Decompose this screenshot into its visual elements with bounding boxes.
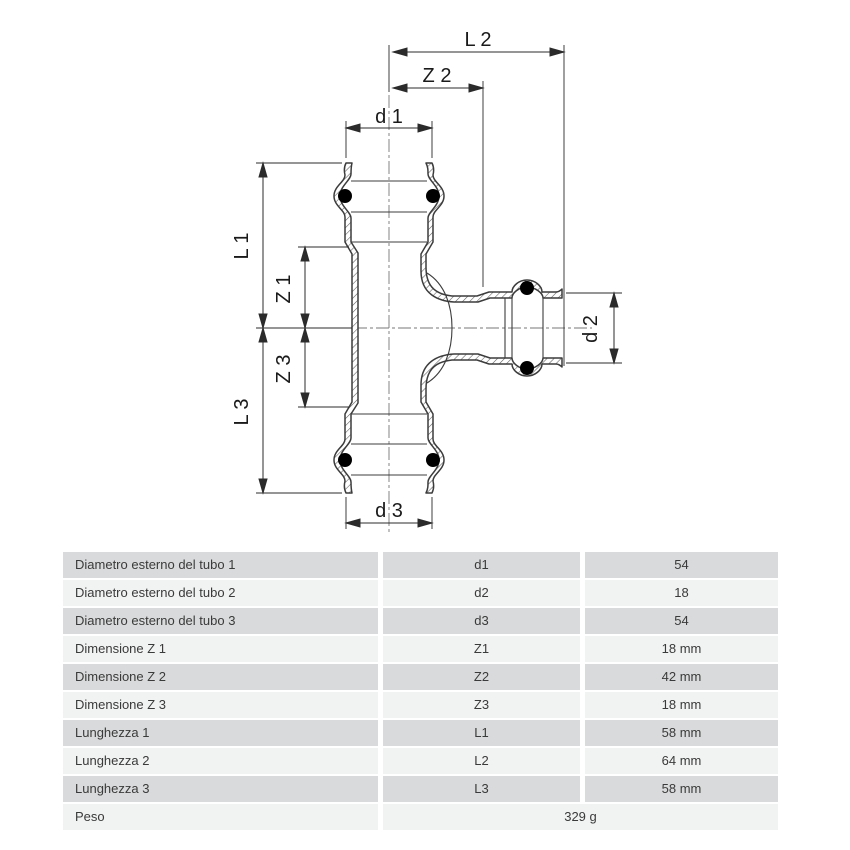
wall-lower-right-with-branch-bottom	[421, 354, 562, 493]
centerlines	[354, 95, 592, 533]
row-value: 329 g	[383, 804, 778, 830]
row-label: Dimensione Z 1	[63, 636, 378, 662]
dimension-Z3	[301, 328, 309, 407]
row-label: Diametro esterno del tubo 1	[63, 552, 378, 578]
row-symbol: L2	[383, 748, 580, 774]
o-ring-dot	[426, 189, 440, 203]
o-ring-dot	[338, 189, 352, 203]
row-label: Lunghezza 2	[63, 748, 378, 774]
row-symbol: Z3	[383, 692, 580, 718]
row-value: 58 mm	[585, 776, 778, 802]
row-symbol: d1	[383, 552, 580, 578]
row-value: 18 mm	[585, 692, 778, 718]
row-symbol: d3	[383, 608, 580, 634]
specification-table	[63, 552, 778, 830]
row-value: 64 mm	[585, 748, 778, 774]
row-label: Diametro esterno del tubo 2	[63, 580, 378, 606]
row-label: Diametro esterno del tubo 3	[63, 608, 378, 634]
row-label: Peso	[63, 804, 378, 830]
dimension-L3	[259, 328, 267, 493]
row-symbol: Z1	[383, 636, 580, 662]
dimension-labels	[231, 29, 602, 522]
row-value: 42 mm	[585, 664, 778, 690]
o-ring-dot	[520, 361, 534, 375]
dim-label-l1: L 1	[231, 232, 253, 260]
dim-label-d2: d 2	[580, 315, 602, 343]
o-ring-dot	[520, 281, 534, 295]
dim-label-z3: Z 3	[273, 354, 295, 384]
row-value: 18 mm	[585, 636, 778, 662]
row-label: Lunghezza 1	[63, 720, 378, 746]
dimension-Z1	[301, 247, 309, 328]
o-ring-dot	[338, 453, 352, 467]
row-value: 54	[585, 608, 778, 634]
row-label: Lunghezza 3	[63, 776, 378, 802]
row-value: 54	[585, 552, 778, 578]
dim-label-z1: Z 1	[273, 274, 295, 304]
row-symbol: Z2	[383, 664, 580, 690]
row-label: Dimensione Z 2	[63, 664, 378, 690]
dim-label-z2: Z 2	[422, 65, 452, 87]
dim-label-d1: d 1	[375, 106, 403, 128]
o-ring-dot	[426, 453, 440, 467]
wall-upper-right-with-branch-top	[421, 163, 562, 302]
dim-label-l2: L 2	[464, 29, 492, 51]
dim-label-l3: L 3	[231, 398, 253, 426]
row-symbol: L1	[383, 720, 580, 746]
row-value: 18	[585, 580, 778, 606]
row-label: Dimensione Z 3	[63, 692, 378, 718]
row-value: 58 mm	[585, 720, 778, 746]
row-symbol: L3	[383, 776, 580, 802]
dimension-L1	[259, 163, 267, 328]
row-symbol: d2	[383, 580, 580, 606]
dimension-d2	[610, 293, 618, 363]
dim-label-d3: d 3	[375, 500, 403, 522]
